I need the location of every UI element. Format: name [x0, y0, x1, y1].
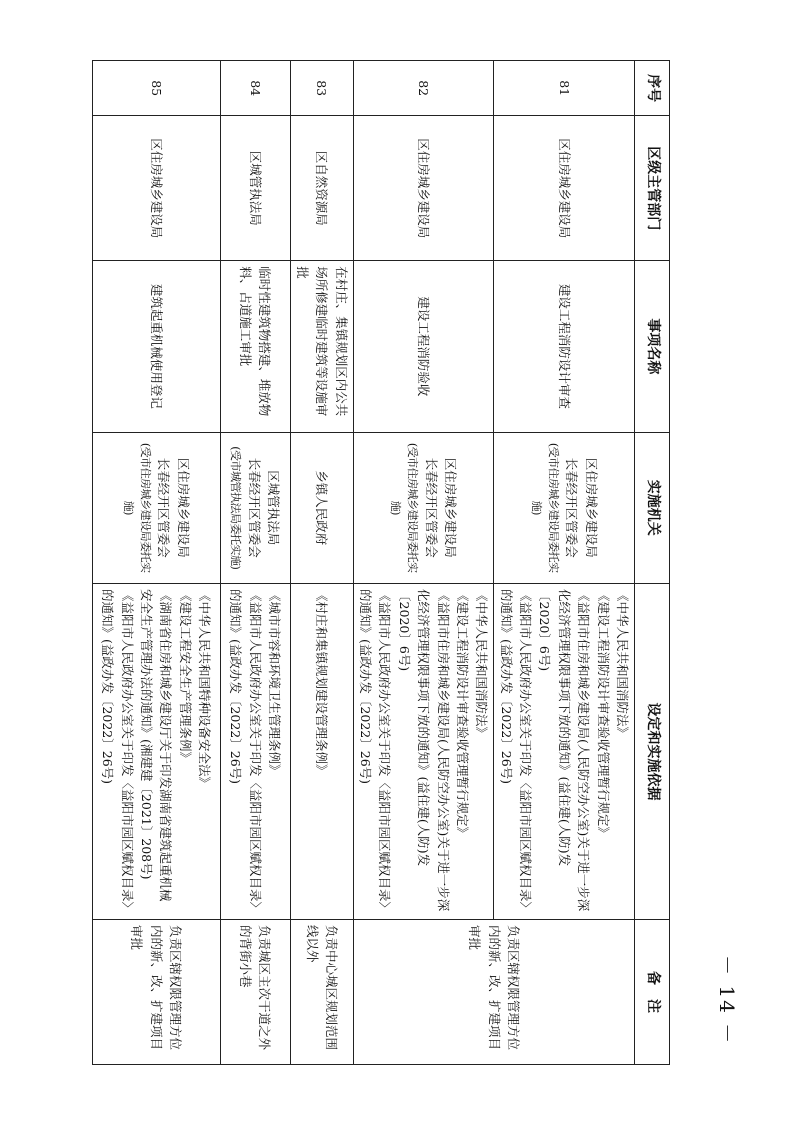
basis-line: 《益阳市住房和城乡建设局(人民防空办公室)关于进一步深化经济管理权限事项下放的通知》(益住建(人防)发〔2020〕6号): [537, 589, 592, 912]
page-number: － 14 －: [715, 954, 739, 1046]
cell-note: 负责区辖权限管理方位内的新、改、扩建项目审批: [92, 920, 220, 1065]
basis-line: 《中华人民共和国消防法》: [474, 589, 490, 740]
agency-line: 区城管执法局: [266, 470, 282, 546]
cell-note: 负责城区主次干道之外的背街小巷: [220, 920, 290, 1065]
table-row: [353, 61, 494, 1065]
header-note: 备 注: [635, 920, 670, 1065]
agency-line: 区住房城乡建设局: [175, 457, 191, 558]
cell-agency: [92, 432, 220, 584]
table-row: [92, 61, 220, 1065]
cell-no: 84: [220, 61, 290, 116]
header-item: 事项名称: [635, 261, 670, 432]
agency-line: (受市住房城乡建设局委托实施): [389, 442, 420, 573]
basis-line: 《益阳市人民政府办公室关于印发〈益阳市园区赋权目录〉的通知》(益政办发〔2022〕26号): [358, 589, 393, 908]
basis-line: 《益阳市人民政府办公室关于印发〈益阳市园区赋权目录〉的通知》(益政办发〔2022〕26号): [100, 589, 135, 908]
cell-basis: [92, 584, 220, 920]
cell-basis: [220, 584, 290, 920]
agency-line: (受市城管执法局委托实施): [229, 446, 243, 570]
header-basis: 设定和实施依据: [635, 584, 670, 920]
basis-line: 《建设工程消防设计审查验收管理暂行规定》: [595, 589, 611, 840]
basis-line: 《城市市容和环境卫生管理条例》: [267, 589, 283, 777]
table-row: [494, 61, 635, 1065]
agency-line: (受市住房城乡建设局委托实施): [529, 442, 560, 573]
cell-no: 85: [92, 61, 220, 116]
header-agency: 实施机关: [635, 432, 670, 584]
basis-line: 《建设工程消防设计审查验收管理暂行规定》: [455, 589, 470, 840]
table-header-row: [635, 61, 670, 1065]
cell-item: 建筑起重机械使用登记: [92, 261, 220, 432]
cell-agency: [494, 432, 635, 584]
power-list-table: [92, 60, 670, 1065]
cell-note: 负责区辖权限管理方位内的新、改、扩建项目审批: [353, 920, 634, 1065]
basis-line: 《村庄和集镇规划建设管理条例》: [314, 589, 330, 777]
rotated-table-wrapper: [100, 60, 670, 1065]
cell-dept: 区住房城乡建设局: [353, 116, 494, 261]
agency-line: (受市住房城乡建设局委托实施): [121, 442, 152, 573]
cell-item: 建设工程消防验收: [353, 261, 494, 432]
cell-no: 81: [494, 61, 635, 116]
header-dept: 区级主管部门: [635, 116, 670, 261]
agency-line: 长春经开区管委会: [564, 457, 580, 558]
cell-basis: [353, 584, 494, 920]
basis-line: 《湖南省住房和城乡建设厅关于印发湖南省建筑起重机械安全生产管理办法的通知》(湘建建〔2021〕208号): [139, 589, 174, 902]
basis-line: 《中华人民共和国消防法》: [615, 589, 630, 740]
basis-line: 《益阳市住房和城乡建设局(人民防空办公室)关于进一步深化经济管理权限事项下放的通知》(益住建(人防)发〔2020〕6号): [396, 589, 451, 912]
basis-line: 《益阳市人民政府办公室关于印发〈益阳市园区赋权目录〉的通知》(益政办发〔2022〕26号): [228, 589, 263, 908]
cell-no: 82: [353, 61, 494, 116]
cell-item: 临时性建筑物搭建、堆放物料、占道施工审批: [220, 261, 290, 432]
cell-basis: [494, 584, 635, 920]
cell-dept: 区城管执法局: [220, 116, 290, 261]
cell-basis: [290, 584, 353, 920]
cell-dept: 区自然资源局: [290, 116, 353, 261]
cell-item: 在村庄、集镇规划区内公共场所修建临时建筑等设施审批: [290, 261, 353, 432]
cell-agency: [220, 432, 290, 584]
cell-dept: 区住房城乡建设局: [92, 116, 220, 261]
cell-no: 83: [290, 61, 353, 116]
agency-line: 区住房城乡建设局: [583, 457, 599, 558]
cell-agency: [353, 432, 494, 584]
header-no: 序号: [635, 61, 670, 116]
cell-item: 建设工程消防设计审查: [494, 261, 635, 432]
basis-line: 《中华人民共和国特种设备安全法》: [197, 589, 213, 790]
cell-note: 负责中心城区规划范围线以外: [290, 920, 353, 1065]
agency-line: 区住房城乡建设局: [442, 457, 458, 558]
basis-line: 《建设工程安全生产管理条例》: [177, 589, 193, 765]
agency-line: 长春经开区管委会: [156, 457, 172, 558]
agency-line: 长春经开区管委会: [246, 457, 262, 558]
agency-line: 长春经开区管委会: [423, 457, 439, 558]
basis-line: 《益阳市人民政府办公室关于印发〈益阳市园区赋权目录〉的通知》(益政办发〔2022〕26号): [498, 589, 534, 908]
cell-dept: 区住房城乡建设局: [494, 116, 635, 261]
cell-agency: [290, 432, 353, 584]
table-row: [290, 61, 353, 1065]
table-row: [220, 61, 290, 1065]
agency-line: 乡镇人民政府: [314, 470, 330, 546]
